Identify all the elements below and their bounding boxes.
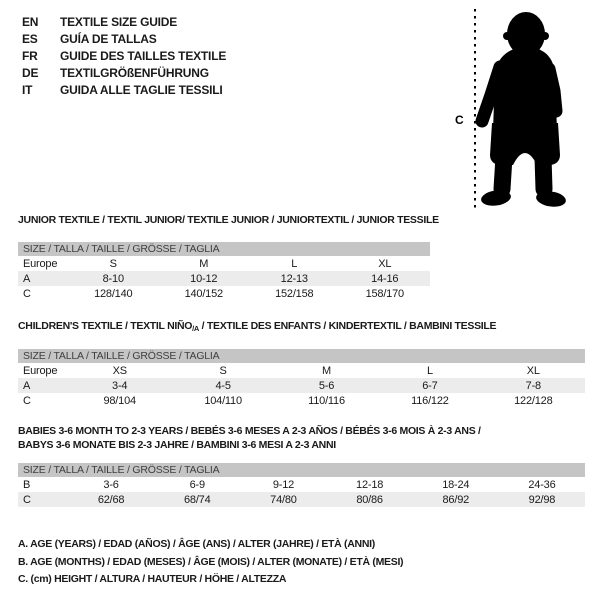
- table-row: [18, 477, 585, 492]
- title-text: / TEXTILE DES ENFANTS / KINDERTEXTIL / BAMBINI TESSILE: [199, 320, 497, 332]
- language-title: TEXTILGRÖßENFÜHRUNG: [60, 66, 209, 80]
- children-table: [18, 320, 585, 408]
- junior-table: [18, 214, 439, 301]
- size-cell: M: [199, 257, 209, 270]
- height-cell: 140/152: [184, 287, 223, 300]
- age-cell: 4-5: [215, 379, 231, 392]
- size-header-bar: SIZE / TALLA / TAILLE / GRÖSSE / TAGLIA: [18, 463, 585, 477]
- table-row: [18, 378, 585, 393]
- age-cell: 7-8: [525, 379, 541, 392]
- table-row: [18, 393, 585, 408]
- height-cell: 80/86: [356, 493, 383, 506]
- note-height: C. (cm) HEIGHT / ALTURA / HAUTEUR / HÖHE / ALTEZZA: [18, 573, 287, 585]
- language-row-fr: [22, 48, 226, 65]
- size-cell: M: [322, 364, 331, 377]
- height-cell: 104/110: [204, 394, 242, 407]
- height-cell: 122/128: [514, 394, 553, 407]
- language-code: ES: [22, 32, 38, 46]
- table-row: [18, 286, 430, 301]
- age-cell: 6-9: [189, 478, 205, 491]
- note-age-months: B. AGE (MONTHS) / EDAD (MESES) / ÂGE (MOIS) / ALTER (MONATE) / ETÀ (MESI): [18, 555, 404, 568]
- babies-table: [18, 424, 585, 507]
- language-code: EN: [22, 15, 39, 29]
- age-cell: 9-12: [272, 478, 295, 491]
- age-cell: 10-12: [190, 272, 218, 285]
- age-cell: 14-16: [371, 272, 399, 285]
- language-row-es: [22, 31, 226, 48]
- language-list: [22, 14, 226, 99]
- language-row-it: [22, 82, 226, 99]
- babies-table-title-line2: BABYS 3-6 MONATE BIS 2-3 JAHRE / BAMBINI 3-6 MESI A 2-3 ANNI: [18, 439, 336, 451]
- age-cell: 3-6: [103, 478, 119, 491]
- junior-table-title: JUNIOR TEXTILE / TEXTIL JUNIOR/ TEXTILE JUNIOR / JUNIORTEXTIL / JUNIOR TESSILE: [18, 214, 439, 226]
- children-table-title: [18, 320, 585, 335]
- language-row-en: [22, 14, 226, 31]
- language-row-de: [22, 65, 226, 82]
- height-cell: 152/158: [275, 287, 314, 300]
- size-cell: L: [291, 257, 298, 270]
- size-cell: XL: [378, 257, 392, 270]
- size-cell: S: [219, 364, 227, 377]
- size-cell: S: [109, 257, 117, 270]
- height-cell: 116/122: [411, 394, 449, 407]
- baby-height-figure: [450, 4, 585, 216]
- height-cell: 92/98: [528, 493, 556, 506]
- height-cell: 98/104: [103, 394, 136, 407]
- row-label: C: [23, 493, 31, 506]
- table-row: [18, 271, 430, 286]
- age-cell: 3-4: [112, 379, 128, 392]
- age-cell: 12-13: [280, 272, 308, 285]
- babies-table-title-line1: BABIES 3-6 MONTH TO 2-3 YEARS / BEBÉS 3-6 MESES A 2-3 AÑOS / BÉBÉS 3-6 MOIS À 2-3 ANS /: [18, 425, 481, 437]
- note-age-years: A. AGE (YEARS) / EDAD (AÑOS) / ÂGE (ANS) / ALTER (JAHRE) / ETÀ (ANNI): [18, 538, 375, 550]
- table-row: [18, 256, 430, 271]
- age-cell: 6-7: [422, 379, 438, 392]
- size-cell: L: [426, 364, 433, 377]
- language-code: DE: [22, 66, 39, 80]
- language-code: FR: [22, 49, 38, 63]
- row-label: Europe: [23, 364, 58, 377]
- size-cell: XL: [526, 364, 540, 377]
- height-cell: 68/74: [183, 493, 211, 506]
- row-label: B: [23, 478, 31, 491]
- size-header-bar: SIZE / TALLA / TAILLE / GRÖSSE / TAGLIA: [18, 349, 585, 363]
- spacer: [18, 452, 585, 463]
- age-cell: 8-10: [102, 272, 124, 285]
- language-title: TEXTILE SIZE GUIDE: [60, 15, 178, 29]
- age-cell: 18-24: [442, 478, 470, 491]
- height-cell: 158/170: [365, 287, 404, 300]
- row-label: A: [23, 379, 31, 392]
- age-cell: 24-36: [528, 478, 556, 491]
- height-cell: 110/116: [308, 394, 345, 407]
- row-label: Europe: [23, 257, 58, 270]
- table-row: [18, 363, 585, 378]
- language-title: GUIDE DES TAILLES TEXTILE: [60, 49, 227, 63]
- table-row: [18, 492, 585, 507]
- title-text: CHILDREN'S TEXTILE / TEXTIL NIÑO: [18, 320, 193, 332]
- height-cell: 86/92: [442, 493, 470, 506]
- height-cell: 74/80: [270, 493, 297, 506]
- size-header-bar: SIZE / TALLA / TAILLE / GRÖSSE / TAGLIA: [18, 242, 430, 256]
- row-label: A: [23, 272, 31, 285]
- title-subscript: /A: [192, 324, 200, 333]
- language-title: GUIDA ALLE TAGLIE TESSILI: [60, 83, 223, 97]
- age-cell: 12-18: [356, 478, 384, 491]
- baby-silhouette-icon: [480, 12, 567, 209]
- language-title: GUÍA DE TALLAS: [60, 32, 157, 46]
- age-cell: 5-6: [318, 379, 335, 392]
- height-label: C: [455, 113, 464, 127]
- row-label: C: [23, 394, 31, 407]
- size-cell: XS: [112, 364, 127, 377]
- language-code: IT: [22, 83, 33, 97]
- height-cell: 62/68: [97, 493, 125, 506]
- height-cell: 128/140: [94, 287, 133, 300]
- row-label: C: [23, 287, 31, 300]
- legend-notes: [18, 536, 403, 589]
